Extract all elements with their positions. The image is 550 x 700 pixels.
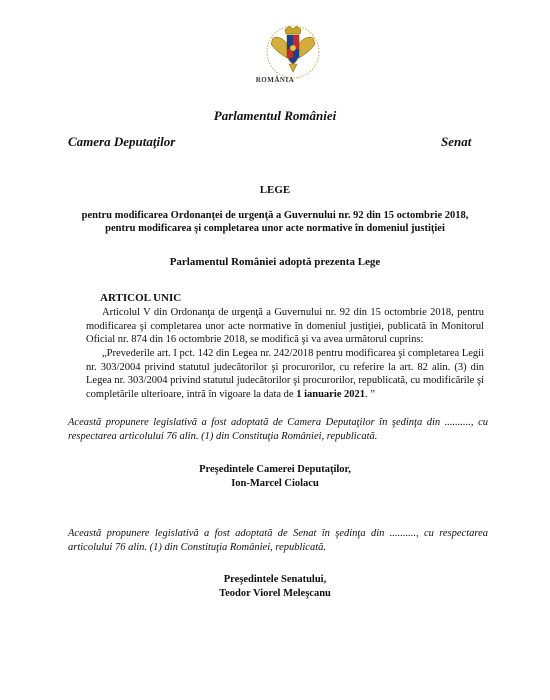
effective-date: 1 ianuarie 2021 xyxy=(296,388,366,400)
chamber-signer-title: Preşedintele Camerei Deputaţilor, xyxy=(199,464,351,475)
senate-adoption-note: Această propunere legislativă a fost adoptată de Senat în şedinţa din .........., cu respectarea articolului 76 alin. (1) din Constituţia României, republicată. xyxy=(68,528,488,553)
chamber-signature-block xyxy=(0,463,550,491)
chamber-signer-name: Ion-Marcel Ciolacu xyxy=(231,478,319,489)
law-type-heading: LEGE xyxy=(259,184,291,196)
law-subtitle-line2: pentru modificarea şi completarea unor acte normative în domeniul justiţiei xyxy=(105,223,445,234)
article-paragraph-1: Articolul V din Ordonanţa de urgenţă a Guvernului nr. 92 din 15 octombrie 2018, pentru modificarea şi completarea unor acte normative în domeniul justiţiei, publicată în Monitorul Oficial nr. 874 din 16 octombrie 2018, se modifică şi va avea următorul cuprins: xyxy=(86,307,484,345)
article-paragraph-2-end: . ” xyxy=(365,388,375,400)
chamber-deputies-label: Camera Deputaţilor xyxy=(68,134,176,149)
article-paragraph-2-text: „Prevederile art. I pct. 142 din Legea nr. 242/2018 pentru modificarea şi completarea Legii nr. 303/2004 privind statutul judecătorilor şi procurorilor, cu referire la art. 82 alin. (3) din Legea nr. 303/2004 privind statutul judecătorilor şi procurorilor, republicată, cu modificările şi completările ulterioare, intră în vigoare la data de xyxy=(86,348,484,400)
adoption-statement: Parlamentul României adoptă prezenta Lege xyxy=(169,256,381,268)
romania-coat-of-arms-icon xyxy=(265,24,321,84)
article-paragraph-2 xyxy=(86,347,484,401)
senate-label: Senat xyxy=(441,134,472,149)
law-subtitle xyxy=(0,209,550,235)
law-subtitle-line1: pentru modificarea Ordonanţei de urgenţă a Guvernului nr. 92 din 15 octombrie 2018, xyxy=(81,210,469,221)
senate-signer-title: Preşedintele Senatului, xyxy=(223,574,327,585)
article-title: ARTICOL UNIC xyxy=(100,292,182,304)
senate-signer-name: Teodor Viorel Meleşcanu xyxy=(219,588,331,599)
chamber-adoption-note: Această propunere legislativă a fost adoptată de Camera Deputaţilor în şedinţa din .........., cu respectarea articolului 76 alin. (1) din Constituţia României, republicată. xyxy=(68,417,488,442)
senate-signature-block xyxy=(0,573,550,601)
parliament-title: Parlamentul României xyxy=(213,108,337,123)
crest-label: ROMÂNIA xyxy=(255,76,295,84)
